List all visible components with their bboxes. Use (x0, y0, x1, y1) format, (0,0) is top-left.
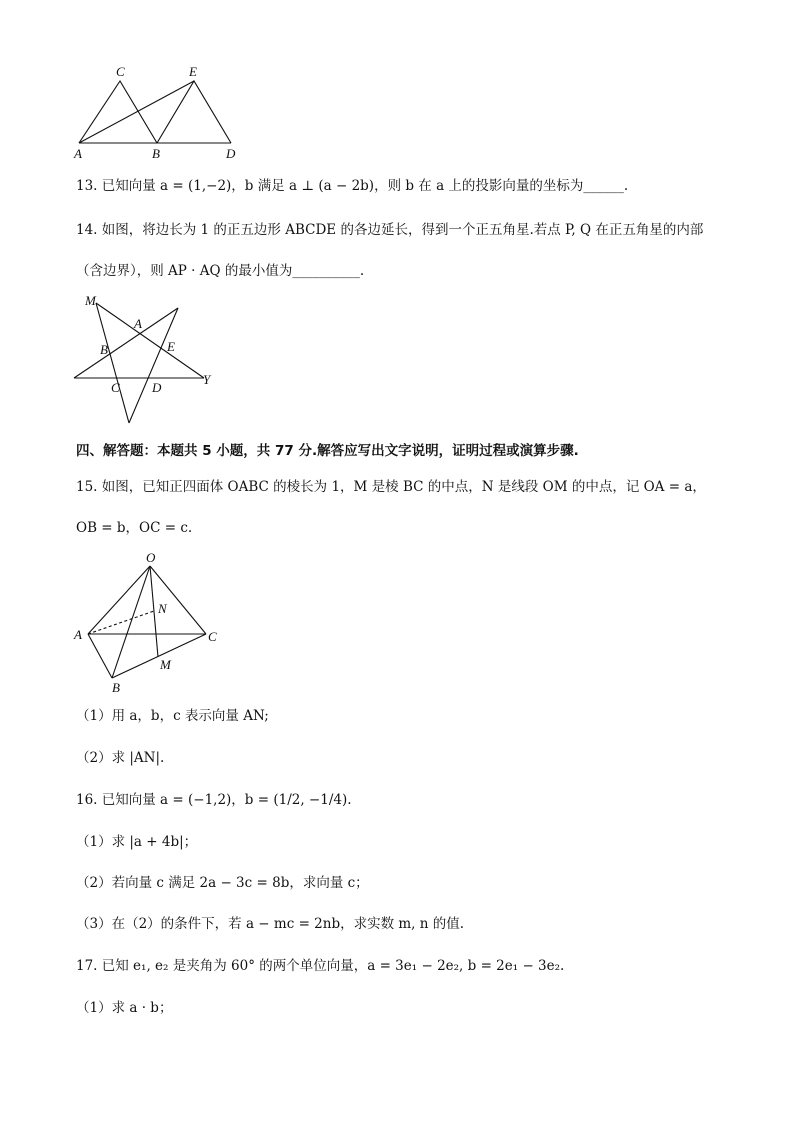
label-D: D (226, 146, 236, 161)
label-M: M (85, 293, 96, 308)
label-E: E (167, 339, 175, 354)
label-N: N (158, 601, 167, 616)
question-16-part2: （2）若向量 c 满足 2a − 3c = 8b，求向量 c； (76, 875, 369, 891)
figure-tetrahedron (66, 548, 226, 696)
label-C: C (208, 629, 217, 644)
question-17-part1: （1）求 a · b； (76, 1000, 173, 1016)
label-C: C (111, 380, 120, 395)
label-B: B (100, 342, 108, 357)
question-15-line1: 15. 如图，已知正四面体 OABC 的棱长为 1，M 是棱 BC 的中点，N 是线段 OM 的中点，记 OA = a， (76, 479, 706, 495)
question-14-line2: （含边界），则 AP · AQ 的最小值为__________. (76, 263, 365, 279)
label-A: A (74, 146, 82, 161)
label-A: A (74, 627, 82, 642)
label-E: E (189, 64, 197, 79)
figure-pentagram (66, 290, 226, 430)
question-17-line1: 17. 已知 e₁, e₂ 是夹角为 60° 的两个单位向量，a = 3e₁ − 2e₂, b = 2e₁ − 3e₂. (76, 958, 565, 974)
label-C: C (116, 64, 125, 79)
label-O: O (146, 550, 156, 565)
question-13: 13. 已知向量 a = (1,−2)，b 满足 a ⊥ (a − 2b)，则 b 在 a 上的投影向量的坐标为______. (76, 178, 629, 194)
label-B: B (152, 146, 160, 161)
question-16-part1: （1）求 |a + 4b|； (76, 834, 198, 850)
figure-triangles (66, 62, 246, 162)
question-14-line1: 14. 如图，将边长为 1 的正五边形 ABCDE 的各边延长，得到一个正五角星.若点 P, Q 在正五角星的内部 (76, 222, 704, 238)
label-A: A (134, 316, 142, 331)
label-M: M (160, 657, 171, 672)
question-15-part2: （2）求 |AN|. (76, 750, 165, 766)
question-15-line2: OB = b，OC = c. (76, 520, 193, 536)
question-16-line1: 16. 已知向量 a = (−1,2)，b = (1/2, −1/4). (76, 792, 352, 808)
question-16-part3: （3）在（2）的条件下，若 a − mc = 2nb，求实数 m, n 的值. (76, 916, 465, 932)
label-D: D (152, 380, 162, 395)
section-heading: 四、解答题：本题共 5 小题，共 77 分.解答应写出文字说明，证明过程或演算步骤. (76, 443, 579, 459)
label-Y: Y (203, 372, 211, 387)
question-15-part1: （1）用 a，b，c 表示向量 AN; (76, 708, 269, 724)
label-B: B (112, 680, 120, 695)
